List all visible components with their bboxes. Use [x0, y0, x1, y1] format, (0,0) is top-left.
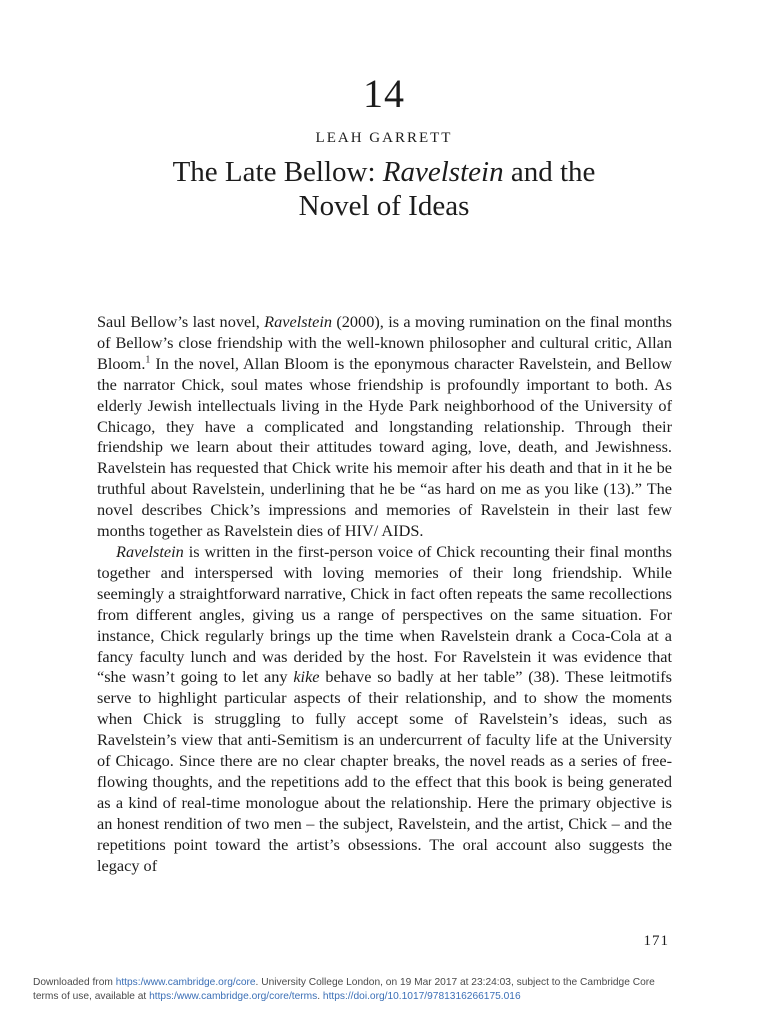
title-line-2: Novel of Ideas — [298, 190, 470, 222]
title-text-post: and the — [503, 156, 596, 188]
footer-text-3: terms of use, available at — [33, 991, 150, 1002]
page-number: 171 — [643, 933, 669, 949]
body-text — [97, 312, 672, 876]
doi-link[interactable]: https://doi.org/10.1017/9781316266175.016 — [322, 991, 521, 1002]
p2-text-2: behave so badly at her table” (38). These leitmotifs serve to highlight particular aspects of their relationship, and to show the moments when Chick is struggling to fully accept some of Ravelstein’s ideas, such as Ravelstein’s view that anti-Semitism is an undercurrent of faculty life at the University of Chicago. Since there are no clear chapter breaks, the novel reads as a series of free-flowing thoughts, and the repetitions add to the effect that this book is being generated as a kind of real-time monologue about the relationship. Here the primary objective is an honest rendition of two men – the subject, Ravelstein, and the artist, Chick – and the repetitions point toward the artist’s obsessions. The oral account also suggests the legacy of — [97, 667, 672, 875]
title-line-1 — [0, 155, 768, 189]
footer-text-1: Downloaded from — [33, 977, 116, 988]
chapter-author: LEAH GARRETT — [315, 130, 453, 146]
download-footer — [33, 976, 753, 1004]
footnote-marker[interactable]: 1 — [145, 354, 151, 366]
p1-text-3: In the novel, Allan Bloom is the eponymous character Ravelstein, and Bellow the narrator Chick, soul mates whose friendship is profoundly important to both. As elderly Jewish intellectuals living in the Hyde Park neighborhood of the University of Chicago, they have a complicated and longstanding relationship. Through their friendship we learn about their attitudes toward aging, love, death, and Jewishness. Ravelstein has requested that Chick write his memoir after his death and that in it he be truthful about Ravelstein, underlining that he be “as hard on me as you like (13).” The novel describes Chick’s impressions and memories of Ravelstein in their last few months together as Ravelstein dies of HIV/ AIDS. — [97, 353, 672, 541]
paragraph-2 — [97, 542, 672, 877]
p2-italic-kike: kike — [293, 667, 320, 687]
p1-italic-ravelstein: Ravelstein — [264, 312, 332, 331]
footer-text-2: . University College London, on 19 Mar 2017 at 23:24:03, subject to the Cambridge Core — [255, 977, 655, 988]
chapter-title — [0, 155, 768, 223]
chapter-number: 14 — [363, 71, 405, 116]
title-text-pre: The Late Bellow: — [172, 156, 383, 188]
p1-text-2: (2000), is a moving rumination on the final months of Bellow’s close friendship with the well-known philosopher and cultural critic, Allan Bloom. — [97, 312, 673, 373]
p2-italic-ravelstein: Ravelstein — [116, 541, 184, 561]
title-text-italic: Ravelstein — [382, 156, 504, 188]
footer-text-4: . — [317, 991, 323, 1002]
cambridge-core-link[interactable]: https:/www.cambridge.org/core — [115, 977, 256, 988]
p1-text-1: Saul Bellow’s last novel, — [97, 312, 265, 331]
terms-link[interactable]: https:/www.cambridge.org/core/terms — [149, 991, 318, 1002]
p2-text-1: is written in the first-person voice of Chick recounting their final months together and interspersed with loving memories of their long friendship. While seemingly a straightforward narrative, Chick in fact often repeats the same recollections from different angles, giving us a range of perspectives on the same situation. For instance, Chick regularly brings up the time when Ravelstein drank a Coca-Cola at a fancy faculty lunch and was derided by the host. For Ravelstein it was evidence that “she wasn’t going to let any — [97, 541, 672, 687]
paragraph-1 — [97, 312, 672, 542]
